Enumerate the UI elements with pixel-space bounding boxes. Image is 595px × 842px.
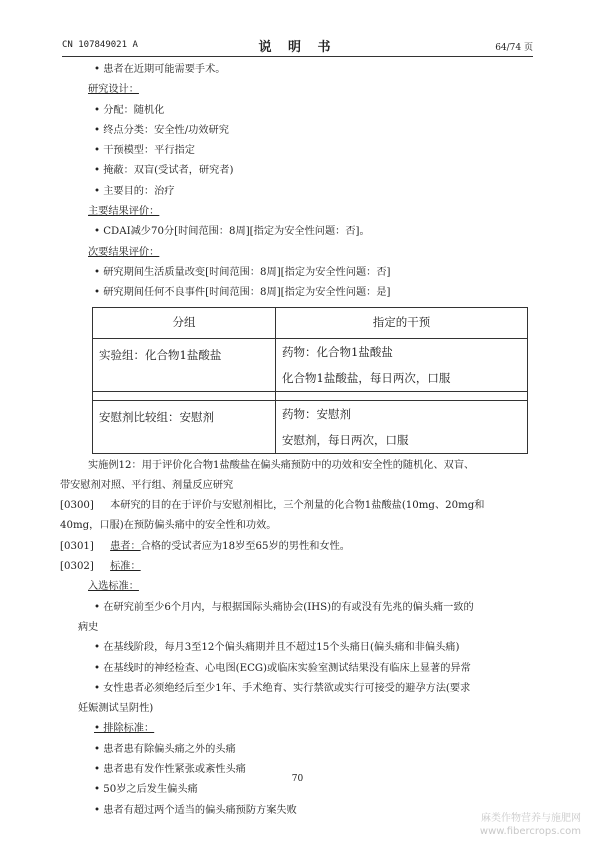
list-item: • 终点分类：安全性/功效研究 (94, 124, 229, 136)
document-title: 说 明 书 (258, 40, 337, 55)
section-heading-inclusion: 入选标准： (88, 581, 139, 593)
watermark-url: www.fibercrops.com (479, 826, 581, 837)
list-item: • 研究期间任何不良事件[时间范围：8周][指定为安全性问题：是] (94, 287, 391, 299)
arm-dose-cell: 安慰剂，每日两次，口服 (276, 427, 528, 454)
section-heading-study-design: 研究设计： (88, 84, 139, 96)
list-item: • 干预模型：平行指定 (94, 145, 195, 157)
arm-drug-cell: 药物：安慰剂 (276, 400, 528, 427)
list-item-continuation: 妊娠测试呈阴性) (78, 703, 154, 715)
paragraph-number: [0300] (60, 500, 94, 512)
page-count: 64/74 页 (495, 43, 533, 53)
paragraph-0300 (60, 496, 535, 516)
page-header (62, 36, 533, 57)
watermark-title: 麻类作物营养与施肥网 (481, 813, 581, 824)
column-header-intervention: 指定的干预 (276, 307, 528, 338)
example-title-line: 带安慰剂对照、平行组、剂量反应研究 (60, 479, 234, 491)
table-row (93, 400, 528, 427)
arm-group-cell: 安慰剂比较组：安慰剂 (93, 400, 276, 453)
paragraph-text-line: 40mg，口服)在预防偏头痛中的安全性和功效。 (60, 520, 277, 532)
list-item: • 患者在近期可能需要手术。 (94, 64, 226, 75)
arm-group-cell: 实验组：化合物1盐酸盐 (93, 338, 276, 391)
page-body (60, 60, 535, 821)
list-item: • 患者患有除偏头痛之外的头痛 (94, 743, 236, 755)
list-item: • 分配：随机化 (94, 104, 165, 116)
list-item: • CDAI减少70分[时间范围：8周][指定为安全性问题：否]。 (94, 226, 370, 238)
paragraph-text: 本研究的目的在于评价与安慰剂相比，三个剂量的化合物1盐酸盐(10mg、20mg和 (110, 500, 485, 512)
arm-drug-cell: 药物：化合物1盐酸盐 (276, 338, 528, 365)
list-item: • 患者有超过两个适当的偏头痛预防方案失败 (94, 804, 297, 816)
list-item: • 在研究前至少6个月内，与根据国际头痛协会(IHS)的有或没有先兆的偏头痛一致的 (94, 601, 474, 613)
table-gap (93, 391, 528, 400)
paragraph-0302 (60, 557, 535, 577)
table-row (93, 338, 528, 365)
arms-table (92, 307, 528, 454)
paragraph-number: [0302] (60, 561, 94, 573)
table-header-row (93, 307, 528, 338)
arm-dose-cell: 化合物1盐酸盐，每日两次，口服 (276, 365, 528, 392)
section-heading-primary-outcome: 主要结果评价： (88, 206, 160, 218)
list-item: • 患者患有发作性紧张或紊性头痛 (94, 764, 246, 776)
paragraph-label: 患者： (110, 540, 141, 552)
list-item: • 在基线阶段，每月3至12个偏头痛期并且不超过15个头痛日(偏头痛和非偏头痛) (94, 642, 460, 654)
list-item: • 主要目的：治疗 (94, 185, 175, 197)
list-item: • 掩蔽：双盲(受试者，研究者) (94, 165, 234, 177)
page-number: 70 (291, 774, 304, 784)
section-heading-secondary-outcome: 次要结果评价： (88, 246, 160, 258)
paragraph-number: [0301] (60, 540, 94, 552)
section-heading-exclusion: • 排除标准： (94, 723, 155, 735)
list-item: • 女性患者必须绝经后至少1年、手术绝育、实行禁欲或实行可接受的避孕方法(要求 (94, 682, 471, 694)
list-item: • 50岁之后发生偏头痛 (94, 784, 198, 796)
paragraph-0301 (60, 537, 535, 557)
list-item: • 研究期间生活质量改变[时间范围：8周][指定为安全性问题：否] (94, 266, 391, 278)
paragraph-text: 合格的受试者应为18岁至65岁的男性和女性。 (140, 540, 350, 552)
watermark (480, 812, 581, 838)
paragraph-label: 标准： (110, 561, 141, 573)
example-title-line: 实施例12：用于评价化合物1盐酸盐在偏头痛预防中的功效和安全性的随机化、双盲、 (88, 459, 475, 471)
column-header-group: 分组 (93, 307, 276, 338)
list-item: • 在基线时的神经检查、心电图(ECG)或临床实验室测试结果没有临床上显著的异常 (94, 662, 471, 674)
list-item-continuation: 病史 (78, 621, 99, 633)
patent-number: CN 107849021 A (62, 40, 138, 50)
